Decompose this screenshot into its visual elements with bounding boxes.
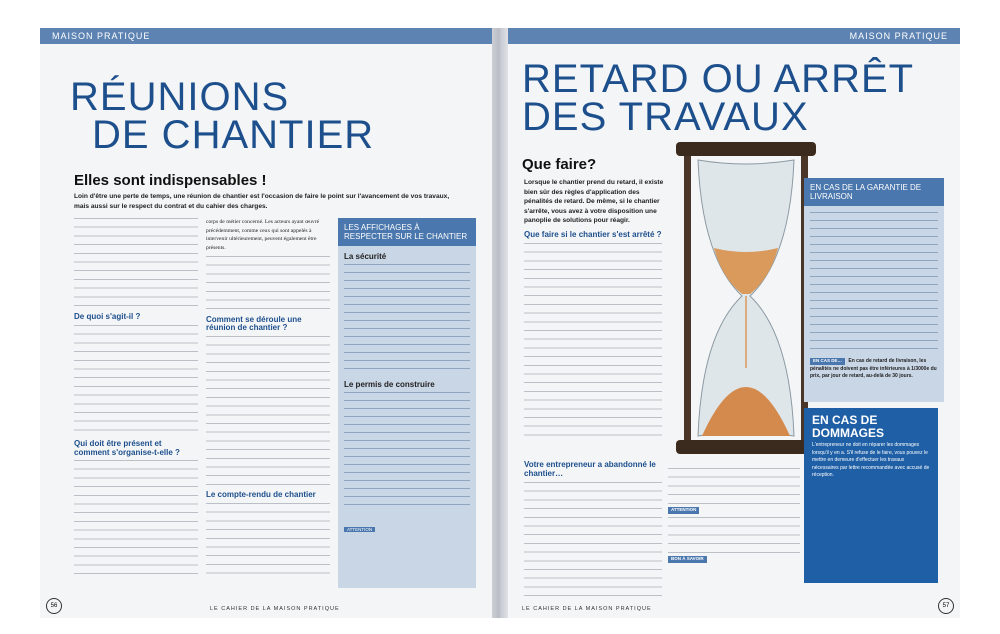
left-footer: LE CAHIER DE LA MAISON PRATIQUE xyxy=(210,606,340,612)
right-page-number: 57 xyxy=(938,598,954,614)
left-heading-who: Qui doit être présent et comment s'organise-t-elle ? xyxy=(74,438,180,457)
right-box-tag: EN CAS DE… xyxy=(810,358,845,365)
hourglass-image xyxy=(666,138,826,458)
left-title-line2: DE CHANTIER xyxy=(92,113,375,157)
section-label-right: MAISON PRATIQUE xyxy=(508,28,960,44)
section-label-left: MAISON PRATIQUE xyxy=(40,28,492,44)
left-heading-how: Comment se déroule une réunion de chantier ? xyxy=(206,314,302,333)
right-box-header: EN CAS DE LA GARANTIE DE LIVRAISON xyxy=(804,178,944,206)
attention-tag: ATTENTION xyxy=(344,527,375,532)
right-box-note-text: En cas de retard de livraison, les pénalités ne doivent pas être inférieures à 1/3000e du prix, par jour de retard, au-delà de 30 jours. xyxy=(810,358,937,379)
right-subtitle: Que faire? xyxy=(522,156,597,173)
right-column-1b xyxy=(524,456,662,606)
left-box-text-2 xyxy=(344,392,470,512)
right-title-line1: RETARD OU ARRÊT xyxy=(522,57,915,101)
left-box-header: LES AFFICHAGES À RESPECTER SUR LE CHANTIER xyxy=(338,218,476,246)
right-lead: Lorsque le chantier prend du retard, il existe bien sûr des règles d'application des pénalités de retard. De même, si le chantier s'arrête, vous avez à votre disposition une panoplie de solutions pour réagir. xyxy=(524,179,664,225)
right-attention-tag: ATTENTION xyxy=(668,507,699,514)
damages-box xyxy=(804,408,938,583)
right-heading-abandoned: Votre entrepreneur a abandonné le chantier… xyxy=(524,460,656,478)
left-box-attention xyxy=(344,518,470,536)
left-box-text-1 xyxy=(344,264,470,374)
left-col2-intro: corps de métier concerné. Les acteurs ayant œuvré précédemment, comme ceux qui sont appelés à intervenir ultérieurement, peuvent également être présents. xyxy=(206,219,320,251)
left-heading-what: De quoi s'agit-il ? xyxy=(74,312,141,321)
damages-text: L'entrepreneur ne doit en réparer les dommages lorsqu'il y en a. S'il refuse de le faire, vous pouvez le mettre en demeure d'effectuer les travaux nécessaires par lettre recommandée avec accusé de réception. xyxy=(812,442,930,479)
right-title xyxy=(522,57,915,139)
right-footer: LE CAHIER DE LA MAISON PRATIQUE xyxy=(522,606,652,612)
left-column-2 xyxy=(206,218,330,580)
right-box-note xyxy=(810,358,938,380)
right-heading-stopped: Que faire si le chantier s'est arrêté ? xyxy=(524,230,662,239)
right-box-text xyxy=(810,212,938,352)
left-page xyxy=(40,28,492,618)
damages-title: EN CAS DE DOMMAGES xyxy=(812,413,884,440)
right-title-line2: DES TRAVAUX xyxy=(522,95,809,139)
right-column-2 xyxy=(668,468,800,600)
right-tip-tag: BON À SAVOIR xyxy=(668,556,707,563)
left-box-heading-security: La sécurité xyxy=(344,252,387,262)
right-column-1 xyxy=(524,226,662,466)
left-title-line1: RÉUNIONS xyxy=(70,75,290,119)
left-sidebar-box xyxy=(338,218,476,588)
left-box-heading-permit: Le permis de construire xyxy=(344,380,435,390)
left-column-1 xyxy=(74,218,198,580)
left-lead: Loin d'être une perte de temps, une réunion de chantier est l'occasion de faire le point sur l'avancement de vos travaux, mais aussi sur le respect du contrat et du cahier des charges. xyxy=(74,193,450,210)
right-sidebar-box xyxy=(804,178,944,402)
left-subtitle: Elles sont indispensables ! xyxy=(74,172,267,189)
left-title xyxy=(70,75,375,157)
right-page xyxy=(508,28,960,618)
left-heading-report: Le compte-rendu de chantier xyxy=(206,490,316,500)
left-page-number: 56 xyxy=(46,598,62,614)
